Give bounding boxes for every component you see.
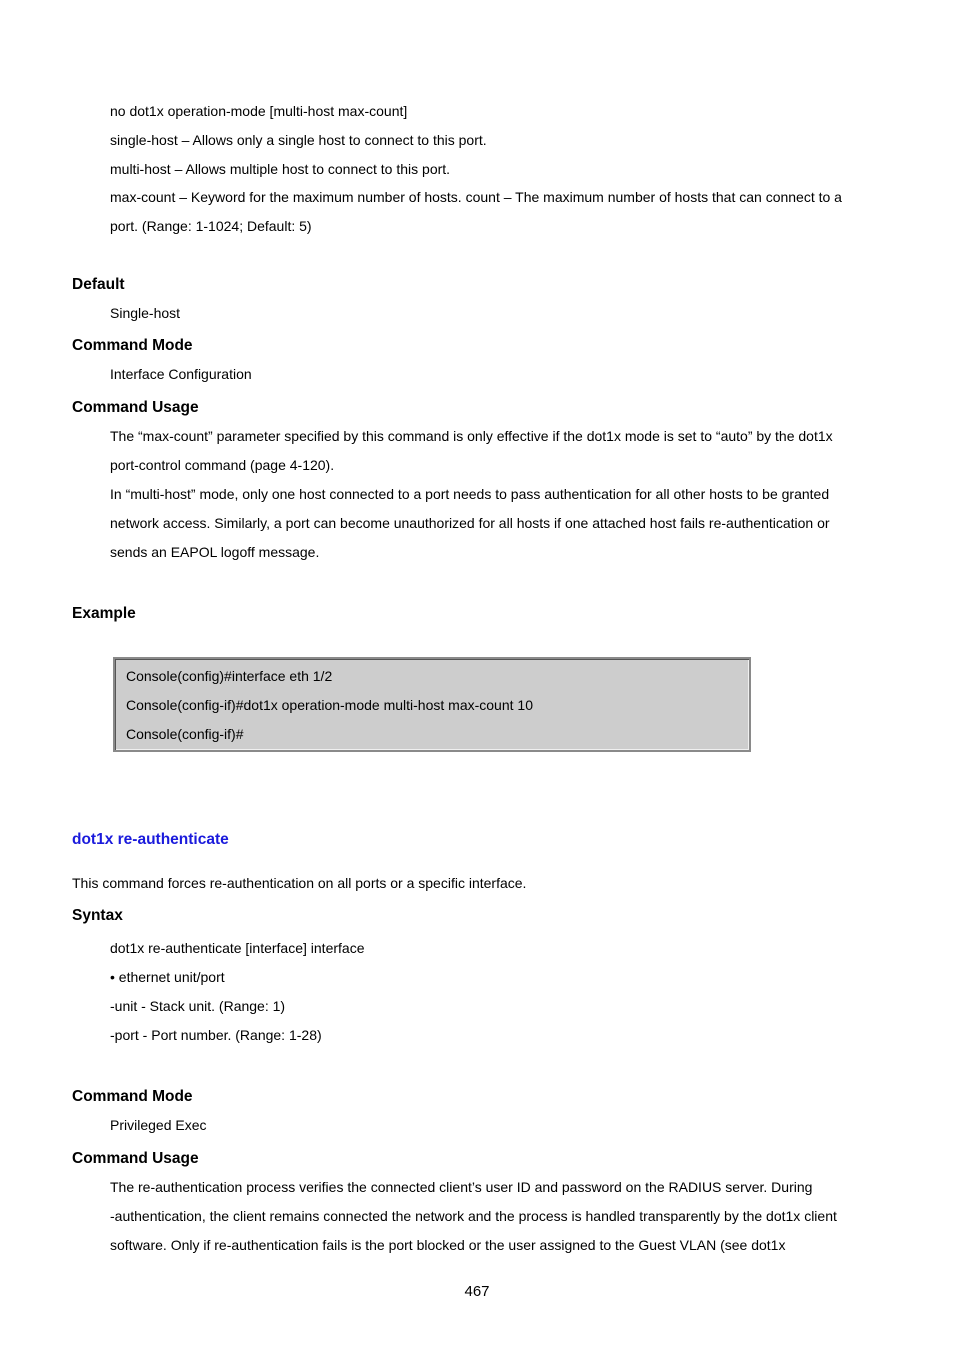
command-usage-heading: Command Usage bbox=[72, 1150, 199, 1167]
syntax-line: dot1x re-authenticate [interface] interface bbox=[110, 940, 365, 956]
param-line: max-count – Keyword for the maximum number of hosts. count – The maximum number of hosts that can connect to a bbox=[110, 189, 842, 205]
syntax-heading: Syntax bbox=[72, 907, 123, 924]
code-line: Console(config)#interface eth 1/2 bbox=[126, 668, 333, 684]
usage-line: software. Only if re-authentication fails is the port blocked or the user assigned to the Guest VLAN (see dot1x bbox=[110, 1237, 786, 1253]
usage-line: network access. Similarly, a port can become unauthorized for all hosts if one attached host fails re-authentication or bbox=[110, 515, 830, 531]
usage-line: port-control command (page 4-120). bbox=[110, 457, 335, 473]
code-line: Console(config-if)# bbox=[126, 726, 244, 742]
command-mode-text: Privileged Exec bbox=[110, 1117, 207, 1133]
param-line: port. (Range: 1-1024; Default: 5) bbox=[110, 218, 312, 234]
param-line: multi-host – Allows multiple host to connect to this port. bbox=[110, 161, 451, 177]
default-heading: Default bbox=[72, 276, 125, 293]
syntax-line: -unit - Stack unit. (Range: 1) bbox=[110, 998, 286, 1014]
syntax-line: -port - Port number. (Range: 1-28) bbox=[110, 1027, 322, 1043]
param-line: no dot1x operation-mode [multi-host max-count] bbox=[110, 103, 408, 119]
page-number: 467 bbox=[464, 1283, 490, 1300]
section-title: dot1x re-authenticate bbox=[72, 831, 229, 848]
command-mode-heading: Command Mode bbox=[72, 1088, 193, 1105]
usage-line: In “multi-host” mode, only one host connected to a port needs to pass authentication for all other hosts to be granted bbox=[110, 486, 830, 502]
command-usage-heading: Command Usage bbox=[72, 399, 199, 416]
default-text: Single-host bbox=[110, 305, 181, 321]
code-line: Console(config-if)#dot1x operation-mode multi-host max-count 10 bbox=[126, 697, 533, 713]
code-example-box bbox=[113, 657, 751, 752]
usage-line: sends an EAPOL logoff message. bbox=[110, 544, 320, 560]
example-heading: Example bbox=[72, 605, 136, 622]
param-line: single-host – Allows only a single host to connect to this port. bbox=[110, 132, 487, 148]
usage-line: -authentication, the client remains connected the network and the process is handled transparently by the dot1x client bbox=[110, 1208, 837, 1224]
syntax-line: • ethernet unit/port bbox=[110, 969, 225, 985]
section-intro: This command forces re-authentication on all ports or a specific interface. bbox=[72, 875, 527, 891]
usage-line: The re-authentication process verifies the connected client’s user ID and password on the RADIUS server. During bbox=[110, 1179, 813, 1195]
command-mode-heading: Command Mode bbox=[72, 337, 193, 354]
command-mode-text: Interface Configuration bbox=[110, 366, 252, 382]
usage-line: The “max-count” parameter specified by this command is only effective if the dot1x mode is set to “auto” by the dot1x bbox=[110, 428, 833, 444]
